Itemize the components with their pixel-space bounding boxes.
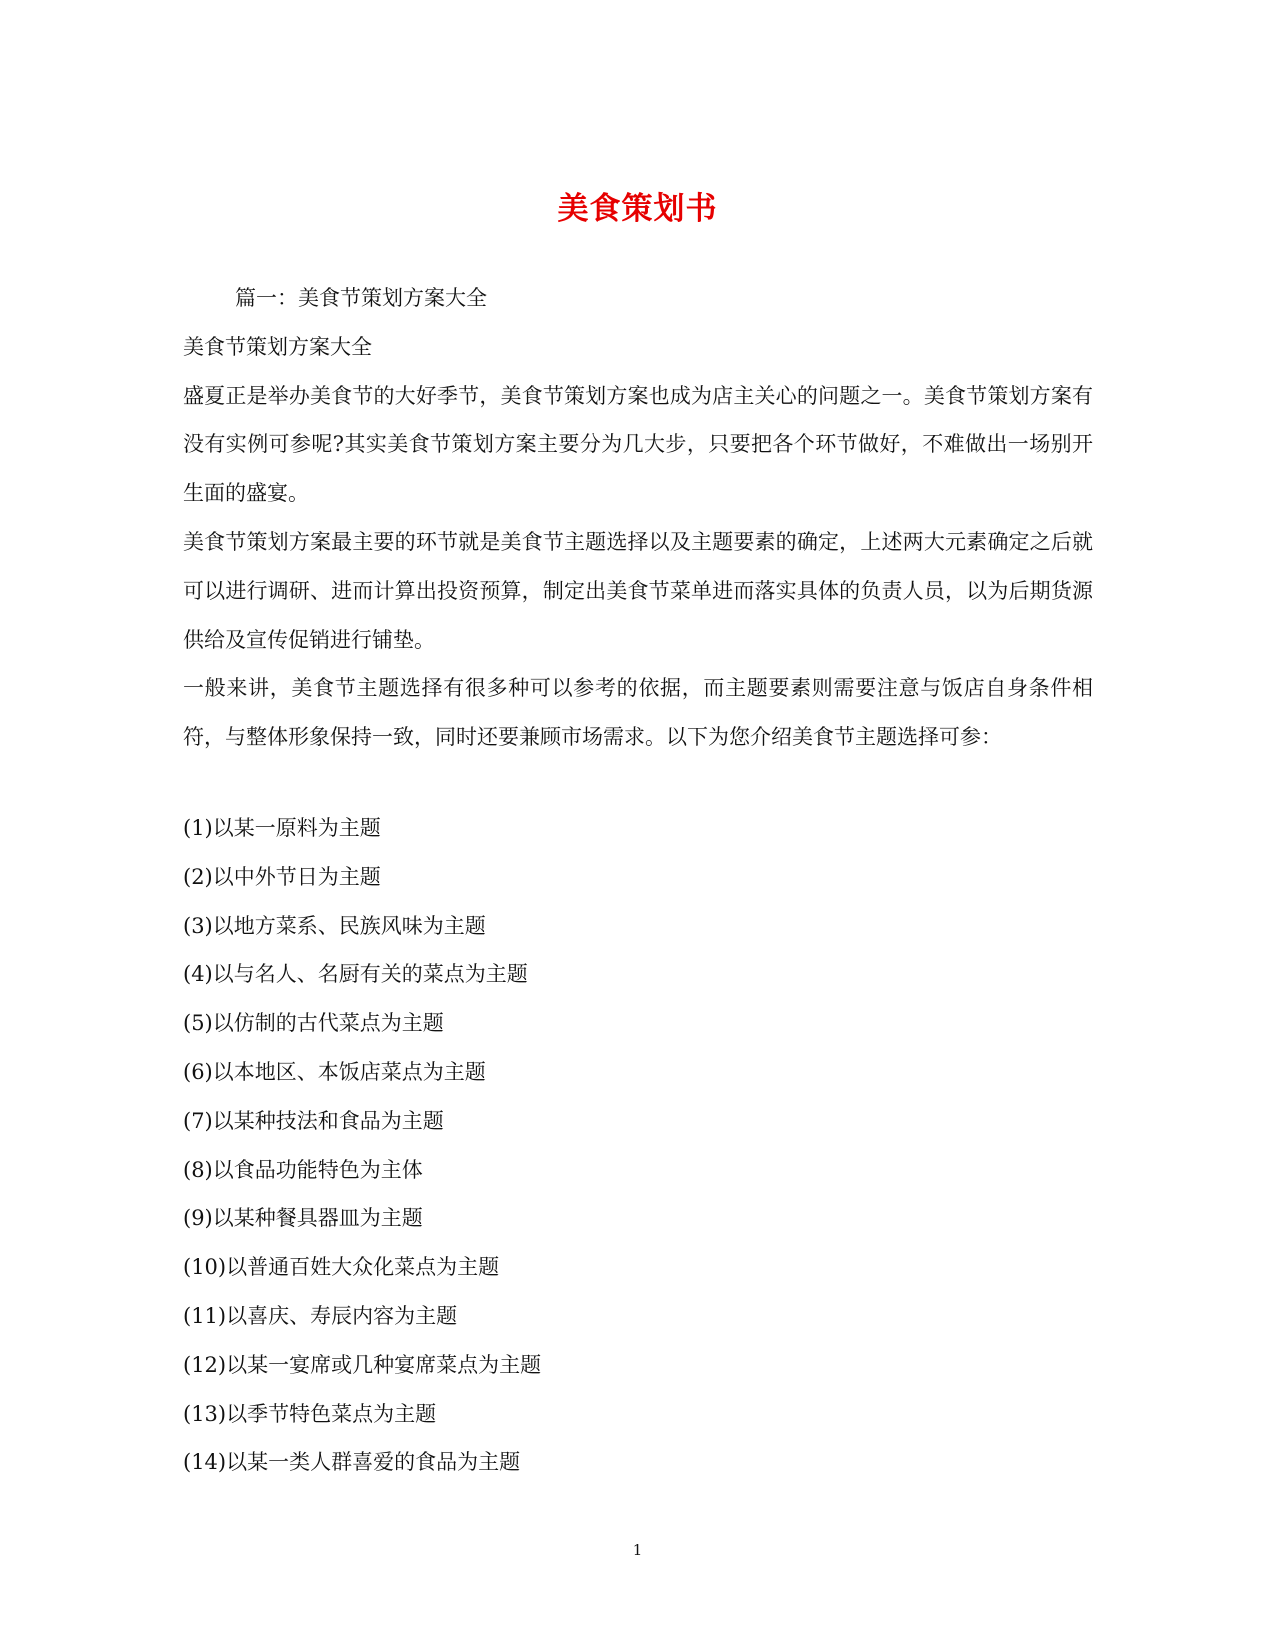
list-item: (14)以某一类人群喜爱的食品为主题 (183, 1450, 521, 1475)
list-item: (13)以季节特色菜点为主题 (183, 1401, 437, 1426)
list-item: (8)以食品功能特色为主体 (183, 1157, 423, 1182)
list-item: (4)以与名人、名厨有关的菜点为主题 (183, 962, 528, 987)
subheading: 美食节策划方案大全 (183, 334, 372, 359)
paragraph: 一般来讲，美食节主题选择有很多种可以参考的依据，而主题要素则需要注意与饭店自身条件相符，与整体形象保持一致，同时还要兼顾市场需求。以下为您介绍美食节主题选择可参： (183, 676, 1093, 750)
document-body (183, 274, 1093, 762)
paragraph: 美食节策划方案最主要的环节就是美食节主题选择以及主题要素的确定，上述两大元素确定之后就可以进行调研、进而计算出投资预算，制定出美食节菜单进而落实具体的负责人员，以为后期货源供给及宣传促销进行铺垫。 (183, 529, 1093, 652)
theme-list (183, 804, 1093, 1487)
page-number: 1 (632, 1541, 643, 1559)
list-item: (6)以本地区、本饭店菜点为主题 (183, 1059, 486, 1084)
section-heading: 篇一：美食节策划方案大全 (235, 286, 487, 310)
list-item: (10)以普通百姓大众化菜点为主题 (183, 1255, 500, 1280)
list-item: (7)以某种技法和食品为主题 (183, 1108, 444, 1133)
paragraph: 盛夏正是举办美食节的大好季节，美食节策划方案也成为店主关心的问题之一。美食节策划方案有没有实例可参呢?其实美食节策划方案主要分为几大步，只要把各个环节做好，不难做出一场别开生面的盛宴。 (183, 383, 1093, 506)
page-title: 美食策划书 (557, 190, 718, 227)
list-item: (2)以中外节日为主题 (183, 864, 381, 889)
list-item: (12)以某一宴席或几种宴席菜点为主题 (183, 1352, 542, 1377)
list-item: (5)以仿制的古代菜点为主题 (183, 1011, 444, 1036)
list-item: (11)以喜庆、寿辰内容为主题 (183, 1303, 458, 1328)
list-item: (9)以某种餐具器皿为主题 (183, 1206, 423, 1231)
list-item: (3)以地方菜系、民族风味为主题 (183, 913, 486, 938)
list-item: (1)以某一原料为主题 (183, 816, 381, 840)
